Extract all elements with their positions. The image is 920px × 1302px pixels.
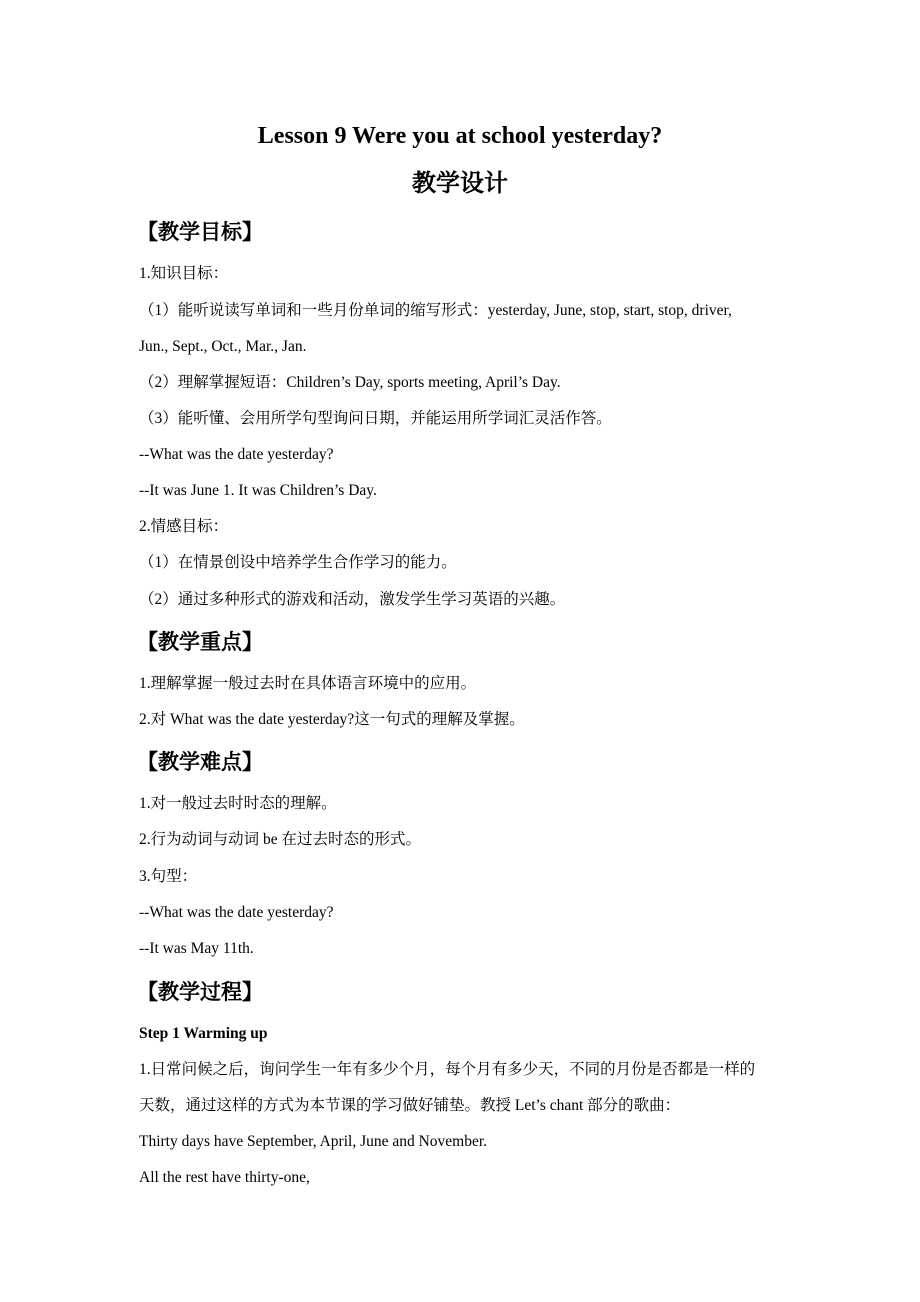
text-line: （1）在情景创设中培养学生合作学习的能力。 bbox=[139, 554, 457, 571]
text-line: --What was the date yesterday? bbox=[139, 904, 334, 921]
document-subtitle: 教学设计 bbox=[412, 171, 508, 197]
text-line: --It was May 11th. bbox=[139, 940, 254, 957]
section-heading-key-points: 【教学重点】 bbox=[137, 630, 263, 654]
text-line: 1.知识目标： bbox=[139, 265, 229, 282]
text-line: 2.行为动词与动词 be 在过去时态的形式。 bbox=[139, 831, 422, 848]
text-line: --What was the date yesterday? bbox=[139, 446, 334, 463]
text-line: 2.情感目标： bbox=[139, 518, 229, 535]
section-heading-goals: 【教学目标】 bbox=[137, 220, 263, 244]
text-line: Jun., Sept., Oct., Mar., Jan. bbox=[139, 338, 307, 355]
section-heading-process: 【教学过程】 bbox=[137, 980, 263, 1004]
text-line: --It was June 1. It was Children’s Day. bbox=[139, 482, 377, 499]
text-line: （1）能听说读写单词和一些月份单词的缩写形式：yesterday, June, stop, start, stop, driver, bbox=[139, 302, 732, 319]
text-line: 3.句型： bbox=[139, 868, 198, 885]
text-line: 1.对一般过去时时态的理解。 bbox=[139, 795, 337, 812]
text-line: All the rest have thirty-one, bbox=[139, 1169, 310, 1186]
text-line: （2）理解掌握短语：Children’s Day, sports meeting, April’s Day. bbox=[139, 374, 561, 391]
text-line: 1.日常问候之后，询问学生一年有多少个月，每个月有多少天，不同的月份是否都是一样的 bbox=[139, 1061, 756, 1078]
section-heading-difficulties: 【教学难点】 bbox=[137, 750, 263, 774]
text-line: 天数，通过这样的方式为本节课的学习做好铺垫。教授 Let’s chant 部分的歌曲： bbox=[139, 1097, 681, 1114]
step-title: Step 1 Warming up bbox=[139, 1025, 268, 1042]
text-line: 2.对 What was the date yesterday?这一句式的理解及掌握。 bbox=[139, 711, 525, 728]
text-line: （2）通过多种形式的游戏和活动，激发学生学习英语的兴趣。 bbox=[139, 591, 566, 608]
text-line: Thirty days have September, April, June and November. bbox=[139, 1133, 488, 1150]
text-line: （3）能听懂、会用所学句型询问日期，并能运用所学词汇灵活作答。 bbox=[139, 410, 612, 427]
lesson-title: Lesson 9 Were you at school yesterday? bbox=[257, 123, 663, 149]
text-line: 1.理解掌握一般过去时在具体语言环境中的应用。 bbox=[139, 675, 477, 692]
